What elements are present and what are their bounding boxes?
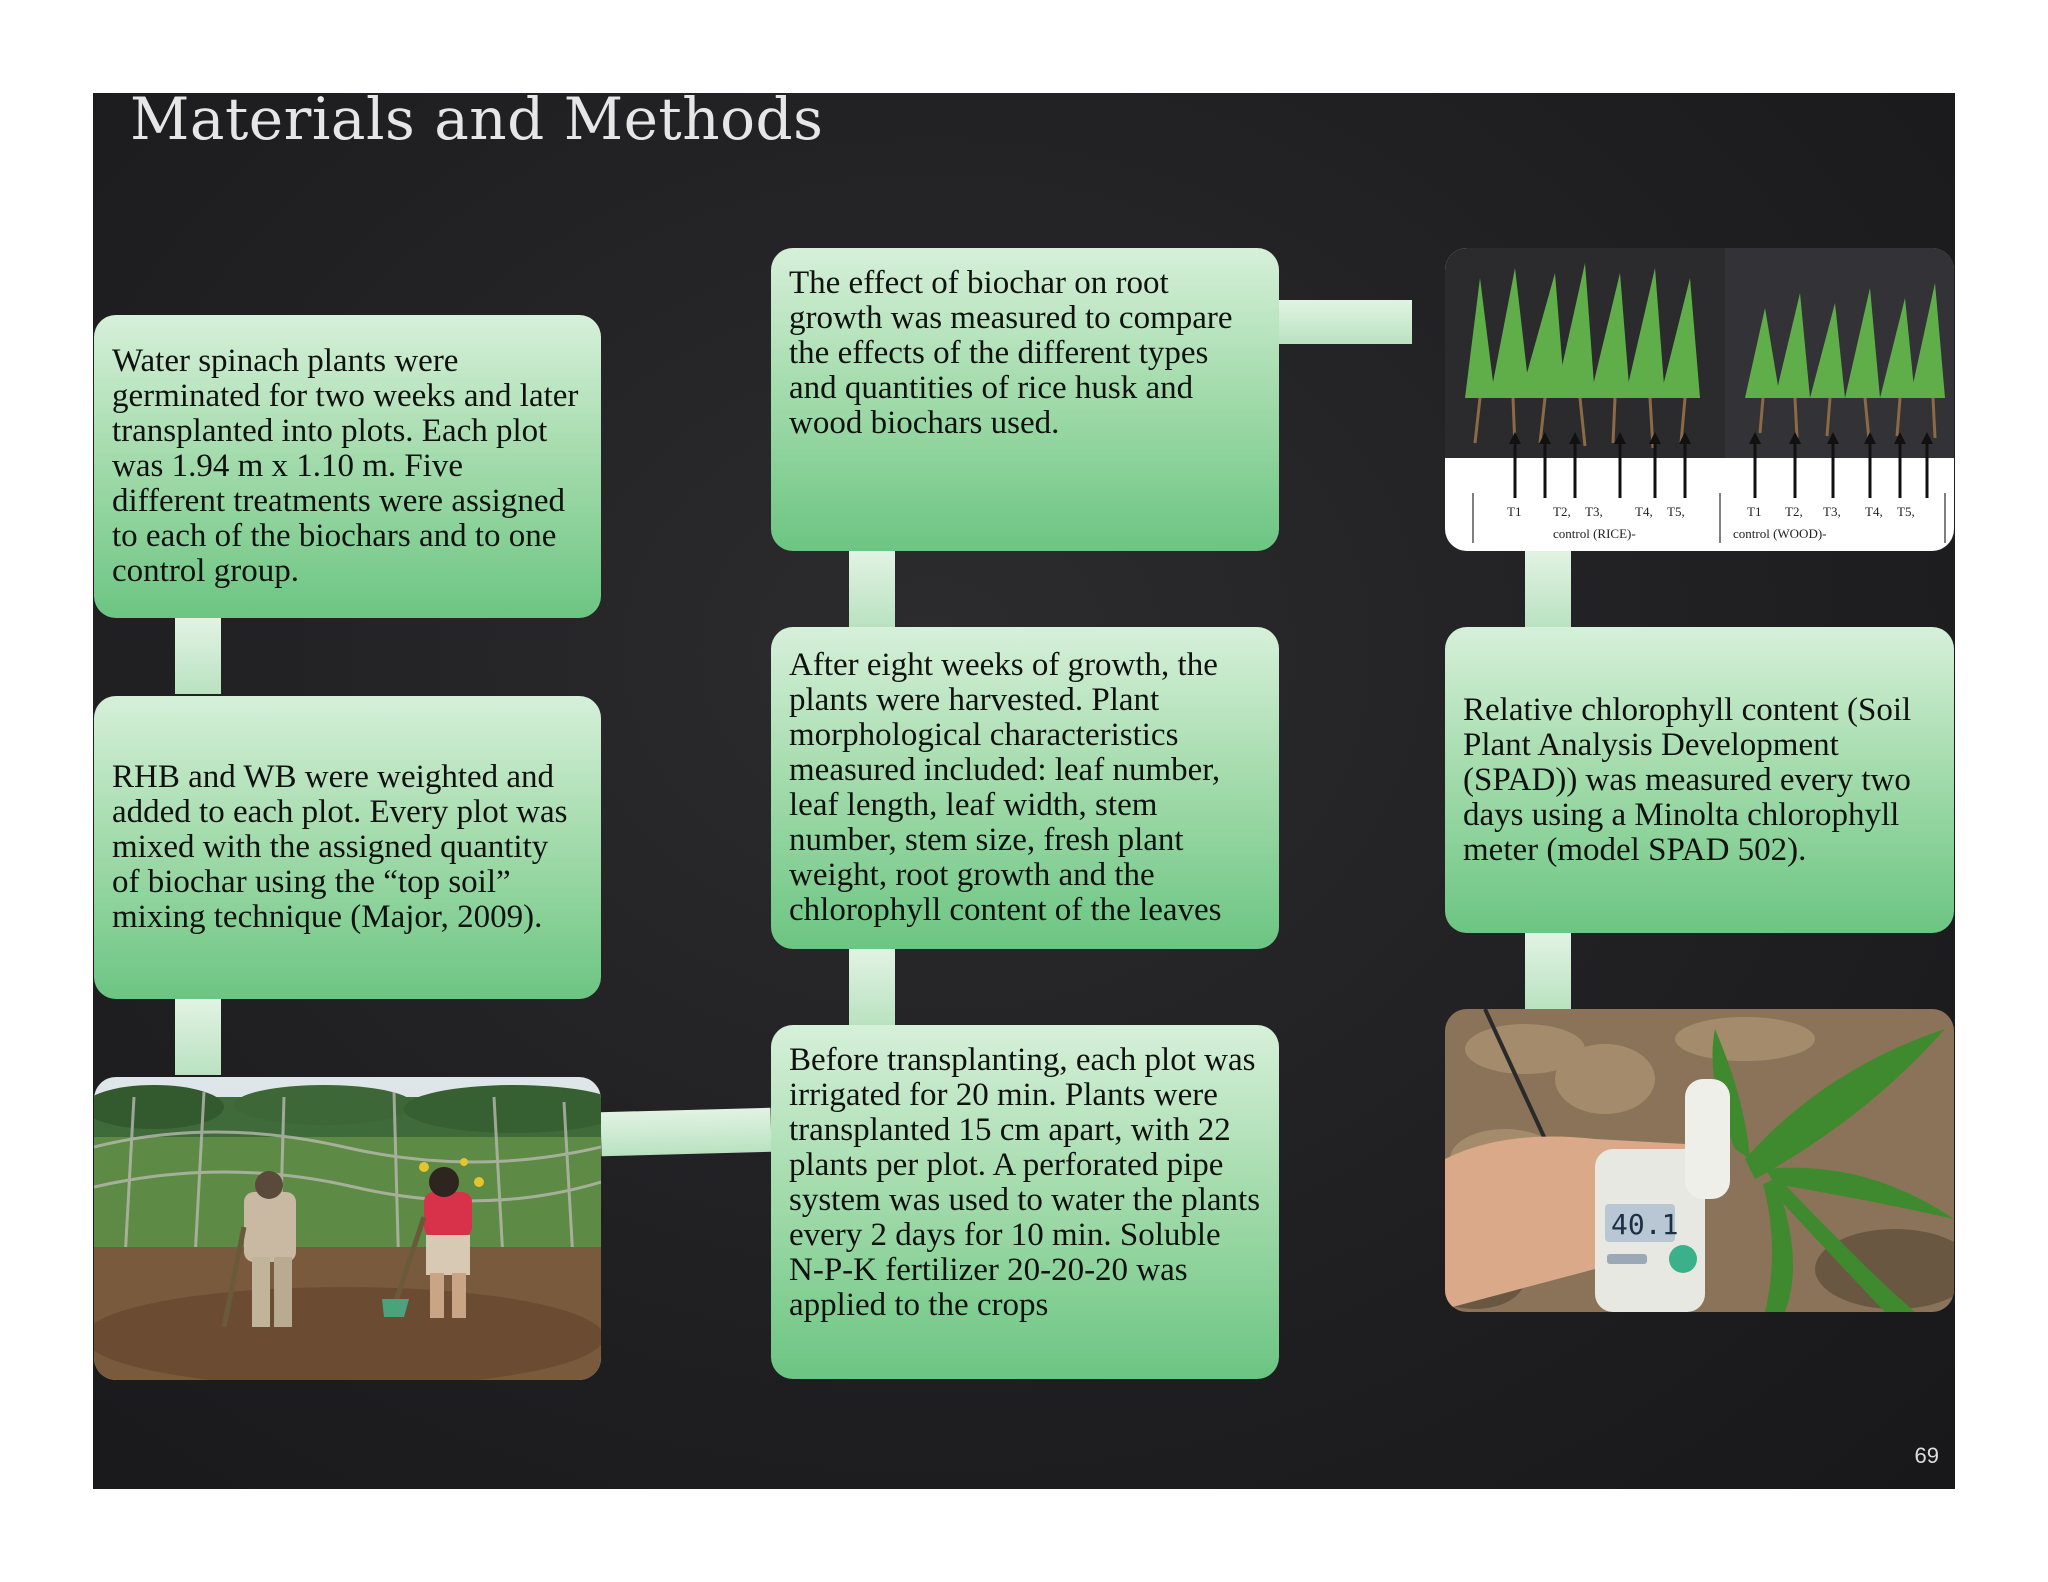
transplanting-box: [771, 1025, 1279, 1379]
rice-tick-3: T3,: [1585, 504, 1603, 519]
slide: [93, 93, 1955, 1489]
rice-tick-5: T5,: [1667, 504, 1685, 519]
chlorophyll-meter-illustration: [1445, 1009, 1954, 1312]
transplanting-text: Before transplanting, each plot was irrigated for 20 min. Plants were transplanted 15 cm apart, with 22 plants per plot. A perforated pipe system was used to water the plants every 2 days for 10 min. Soluble N-P-K fertilizer 20-20-20 was applied to the crops: [789, 1042, 1261, 1323]
chlorophyll-meter-photo: [1445, 1009, 1954, 1312]
connector-germination-mixing: [175, 618, 221, 694]
rice-tick-1: T1: [1507, 504, 1522, 519]
root-growth-box: [771, 248, 1279, 551]
connector-chlorophyll-meter-photo: [1525, 933, 1571, 1009]
connector-root-roots-photo: [1277, 300, 1412, 344]
connector-field-photo-transplanting: [600, 1108, 771, 1156]
biochar-mixing-text: RHB and WB were weighted and added to each plot. Every plot was mixed with the assigned quantity of biochar using the “top soil” mixing technique (Major, 2009).: [112, 759, 568, 935]
field-work-illustration: [94, 1077, 601, 1380]
rice-tick-4: T4,: [1635, 504, 1653, 519]
connector-transplanting-harvest: [849, 949, 895, 1025]
connector-roots-photo-chlorophyll: [1525, 551, 1571, 627]
slide-title: Materials and Methods: [130, 93, 824, 153]
wood-tick-3: T3,: [1823, 504, 1841, 519]
wood-control-label: control (WOOD)-: [1733, 526, 1827, 541]
wood-tick-5: T5,: [1897, 504, 1915, 519]
biochar-mixing-box: [94, 696, 601, 999]
rice-control-label: control (RICE)-: [1553, 526, 1636, 541]
page-number: 69: [1914, 1443, 1939, 1468]
roots-photo: [1445, 248, 1954, 551]
rice-tick-2: T2,: [1553, 504, 1571, 519]
wood-tick-2: T2,: [1785, 504, 1803, 519]
wood-tick-1: T1: [1747, 504, 1762, 519]
connector-harvest-root: [849, 551, 895, 627]
root-growth-text: The effect of biochar on root growth was measured to compare the effects of the different types and quantities of rice husk and wood biochars used.: [789, 265, 1233, 441]
roots-illustration: [1445, 248, 1954, 551]
meter-reading: 40.1: [1611, 1208, 1679, 1241]
field-work-photo: [94, 1077, 601, 1380]
germination-box: [94, 315, 601, 618]
connector-mixing-field-photo: [175, 999, 221, 1075]
wood-tick-4: T4,: [1865, 504, 1883, 519]
chlorophyll-text: Relative chlorophyll content (Soil Plant Analysis Development (SPAD)) was measured every two days using a Minolta chlorophyll meter (model SPAD 502).: [1463, 691, 1912, 868]
germination-text: Water spinach plants were germinated for two weeks and later transplanted into plots. Each plot was 1.94 m x 1.10 m. Five different treatments were assigned to each of the biochars and to one control group.: [112, 343, 579, 589]
harvest-text: After eight weeks of growth, the plants were harvested. Plant morphological characteristics measured included: leaf number, leaf length, leaf width, stem number, stem size, fresh plant weight, root growth and the chlorophyll content of the leaves: [789, 647, 1222, 928]
chlorophyll-box: [1445, 627, 1954, 933]
harvest-box: [771, 627, 1279, 949]
